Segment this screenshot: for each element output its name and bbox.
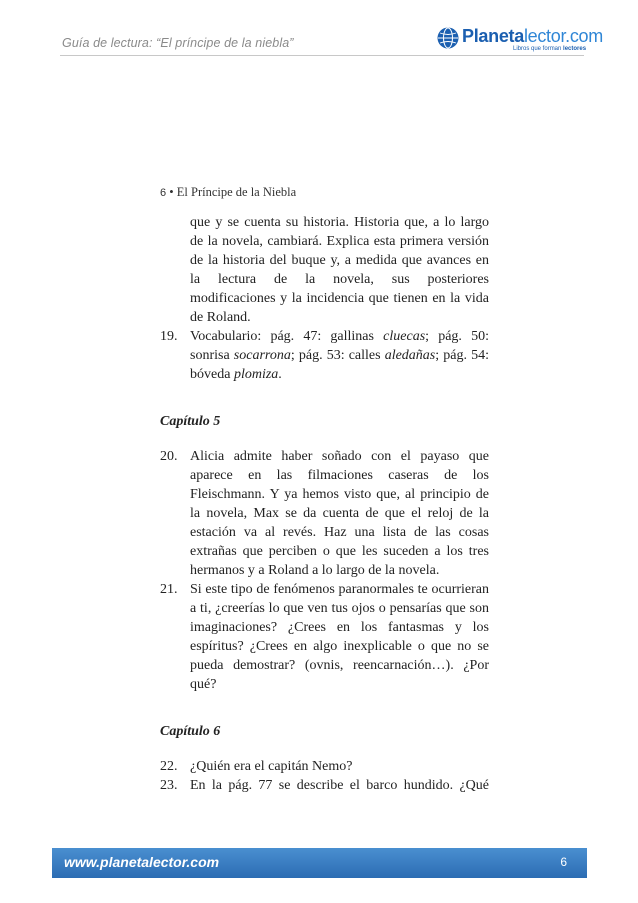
planetalector-logo[interactable] bbox=[437, 24, 603, 56]
chapter-6-heading: Capítulo 6 bbox=[160, 724, 221, 739]
running-head: 6 • El Príncipe de la Niebla bbox=[160, 185, 297, 199]
logo-brand: Planetalector.com bbox=[462, 26, 603, 46]
question-23: 23. En la pág. 77 se describe el barco hundido. ¿Qué bbox=[160, 778, 489, 793]
chapter-5-heading: Capítulo 5 bbox=[160, 414, 221, 429]
question-22: 22. ¿Quién era el capitán Nemo? bbox=[160, 759, 353, 774]
footer-url-link[interactable]: www.planetalector.com bbox=[64, 854, 220, 870]
running-head-book-title: El Príncipe de la Niebla bbox=[176, 185, 297, 199]
running-head-page-number: 6 bbox=[160, 187, 167, 199]
question-20: 20. Alicia admite haber soñado con el payaso que aparece en las filmaciones caseras de los Fleischmann. Y ya hemos visto que, al principio de la novela, Max se da cuenta de que el reloj de la estación va al revés. Haz una lista de las cosas extrañas que perciben o que les suceden a los tres hermanos y a Roland a lo largo de la novela. bbox=[160, 449, 489, 578]
header-title: Guía de lectura: “El príncipe de la niebla” bbox=[62, 36, 294, 50]
globe-icon bbox=[437, 27, 459, 49]
footer-page-number: 6 bbox=[560, 855, 567, 869]
question-18-continuation: que y se cuenta su historia. Historia que, a lo largo de la novela, cambiará. Explica esta primera versión de la historia del buque y, a medida que avances en la lectura de la novela, sus posteriores modificaciones y la incidencia que tienen en la vida de Roland. bbox=[190, 215, 489, 325]
logo-tagline: Libros que forman lectores bbox=[513, 46, 587, 52]
question-19: 19. Vocabulario: pág. 47: gallinas cluecas; pág. 50: sonrisa socarrona; pág. 53: calles aledañas; pág. 54: bóveda plomiza. bbox=[160, 329, 489, 382]
footer-bar bbox=[52, 848, 587, 878]
page-content bbox=[160, 213, 489, 795]
question-21: 21. Si este tipo de fenómenos paranormales te ocurrieran a ti, ¿creerías lo que ven tus ojos o pensarías que son imaginaciones? ¿Crees en los fantasmas y los espíritus? ¿Crees en algo inexplicable o que no se pueda demostrar? (ovnis, reencarnación…). ¿Por qué? bbox=[160, 582, 489, 692]
question-19-text: Vocabulario: pág. 47: gallinas cluecas; pág. 50: sonrisa socarrona; pág. 53: calles aledañas; pág. 54: bóveda plomiza. bbox=[190, 329, 489, 382]
